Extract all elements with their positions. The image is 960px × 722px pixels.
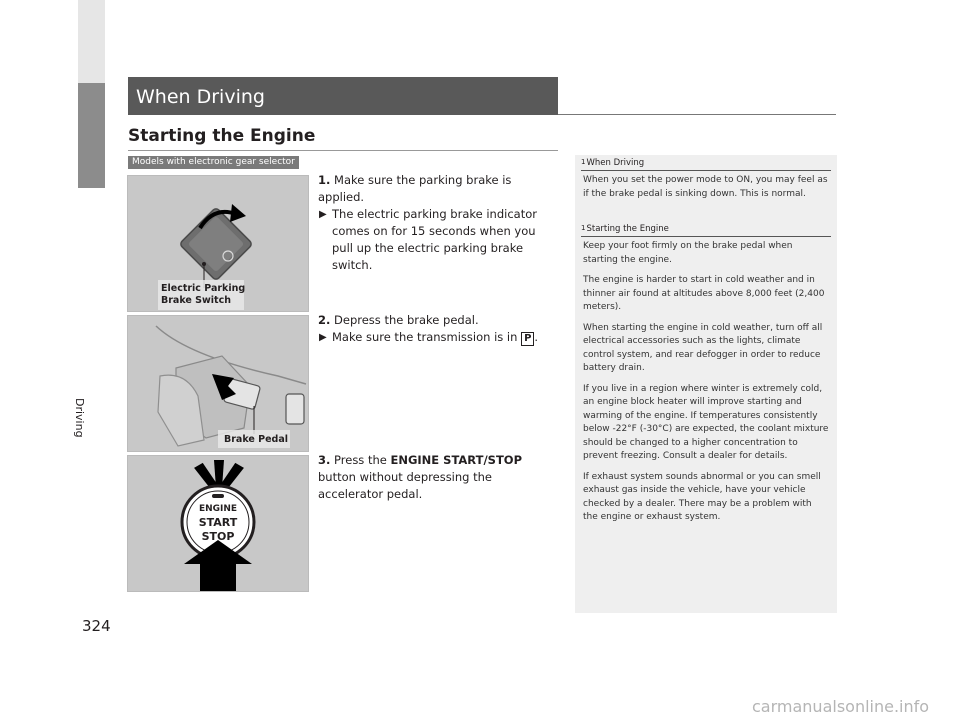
stop-label: STOP — [201, 530, 235, 543]
note-2-title — [581, 224, 669, 234]
model-tag: Models with electronic gear selector — [128, 156, 299, 169]
figure-parking-brake — [127, 175, 309, 312]
start-label: START — [198, 516, 238, 529]
step-1-sub-text: The electric parking brake indicator comes on for 15 seconds when you pull up the electric parking brake switch. — [332, 207, 537, 272]
triangle-right-icon: ▶ — [319, 332, 327, 343]
note-2-rule — [581, 236, 831, 237]
figure-brake-pedal — [127, 315, 309, 452]
step-2-sub — [318, 329, 558, 346]
section-title: When Driving — [136, 86, 265, 108]
step-3-text-pre: Press the — [334, 453, 391, 467]
step-1-sub — [318, 206, 558, 274]
step-1-text: Make sure the parking brake is applied. — [318, 173, 512, 204]
gear-p-keycap: P — [521, 332, 534, 346]
step-1-number: 1. — [318, 173, 331, 187]
fig2-label: Brake Pedal — [224, 434, 289, 445]
step-2-number: 2. — [318, 313, 331, 327]
note-2-paragraph: If you live in a region where winter is extremely cold, an engine block heater will improve starting and warming of the engine. If temperatures consistently below -22°F (-30°C) are expected, the coolant mixture should be changed to a higher concentration to prevent freezing. Consult a dealer for details. — [583, 383, 829, 461]
note-2-paragraph: When starting the engine in cold weather, turn off all electrical accessories such as the lights, climate control system, and rear defogger in order to reduce battery drain. — [583, 322, 823, 373]
triangle-right-icon: ▶ — [319, 209, 327, 220]
side-label: Driving — [73, 398, 86, 438]
note-1-text: When you set the power mode to ON, you may feel as if the brake pedal is sinking down. This is normal. — [583, 175, 828, 199]
note-1-rule — [581, 170, 831, 171]
note-1-title — [581, 158, 644, 168]
step-3-text-bold: ENGINE START/STOP — [390, 453, 523, 467]
side-tab-marker — [78, 83, 105, 188]
reference-icon: 1 — [581, 158, 586, 166]
step-2-sub-post: . — [534, 330, 539, 344]
brake-pedal-illustration — [128, 316, 308, 451]
side-tab-top — [78, 0, 105, 83]
engine-label: ENGINE — [198, 504, 238, 514]
figure-engine-button — [127, 455, 309, 592]
step-2 — [318, 312, 558, 346]
step-3 — [318, 452, 558, 503]
note-2-paragraph: The engine is harder to start in cold weather and in thinner air found at altitudes above 8,000 feet (2,400 meters). — [583, 275, 825, 312]
heading-rule — [128, 150, 558, 151]
step-1 — [318, 172, 558, 274]
note-1-body — [583, 174, 829, 208]
step-2-sub-pre: Make sure the transmission is in — [332, 330, 522, 344]
note-2-paragraph: Keep your foot firmly on the brake pedal when starting the engine. — [583, 241, 793, 265]
section-divider — [558, 114, 836, 115]
fig1-label-line2: Brake Switch — [161, 295, 231, 306]
step-2-text: Depress the brake pedal. — [334, 313, 479, 327]
page-number: 324 — [82, 617, 111, 635]
note-1-title-text: When Driving — [586, 158, 645, 168]
page-heading: Starting the Engine — [128, 126, 316, 146]
fig1-label-line1: Electric Parking — [161, 283, 246, 294]
note-2-title-text: Starting the Engine — [586, 224, 669, 234]
step-3-text-post: button without depressing the accelerator pedal. — [318, 470, 492, 501]
section-header — [128, 77, 558, 115]
note-2-paragraph: If exhaust system sounds abnormal or you can smell exhaust gas inside the vehicle, have your vehicle checked by a dealer. There may be a problem with the engine or exhaust system. — [583, 471, 821, 522]
side-tab — [78, 0, 105, 440]
reference-icon: 1 — [581, 224, 586, 232]
note-2-body — [583, 240, 829, 532]
step-3-number: 3. — [318, 453, 331, 467]
watermark: carmanualsonline.info — [752, 697, 930, 716]
